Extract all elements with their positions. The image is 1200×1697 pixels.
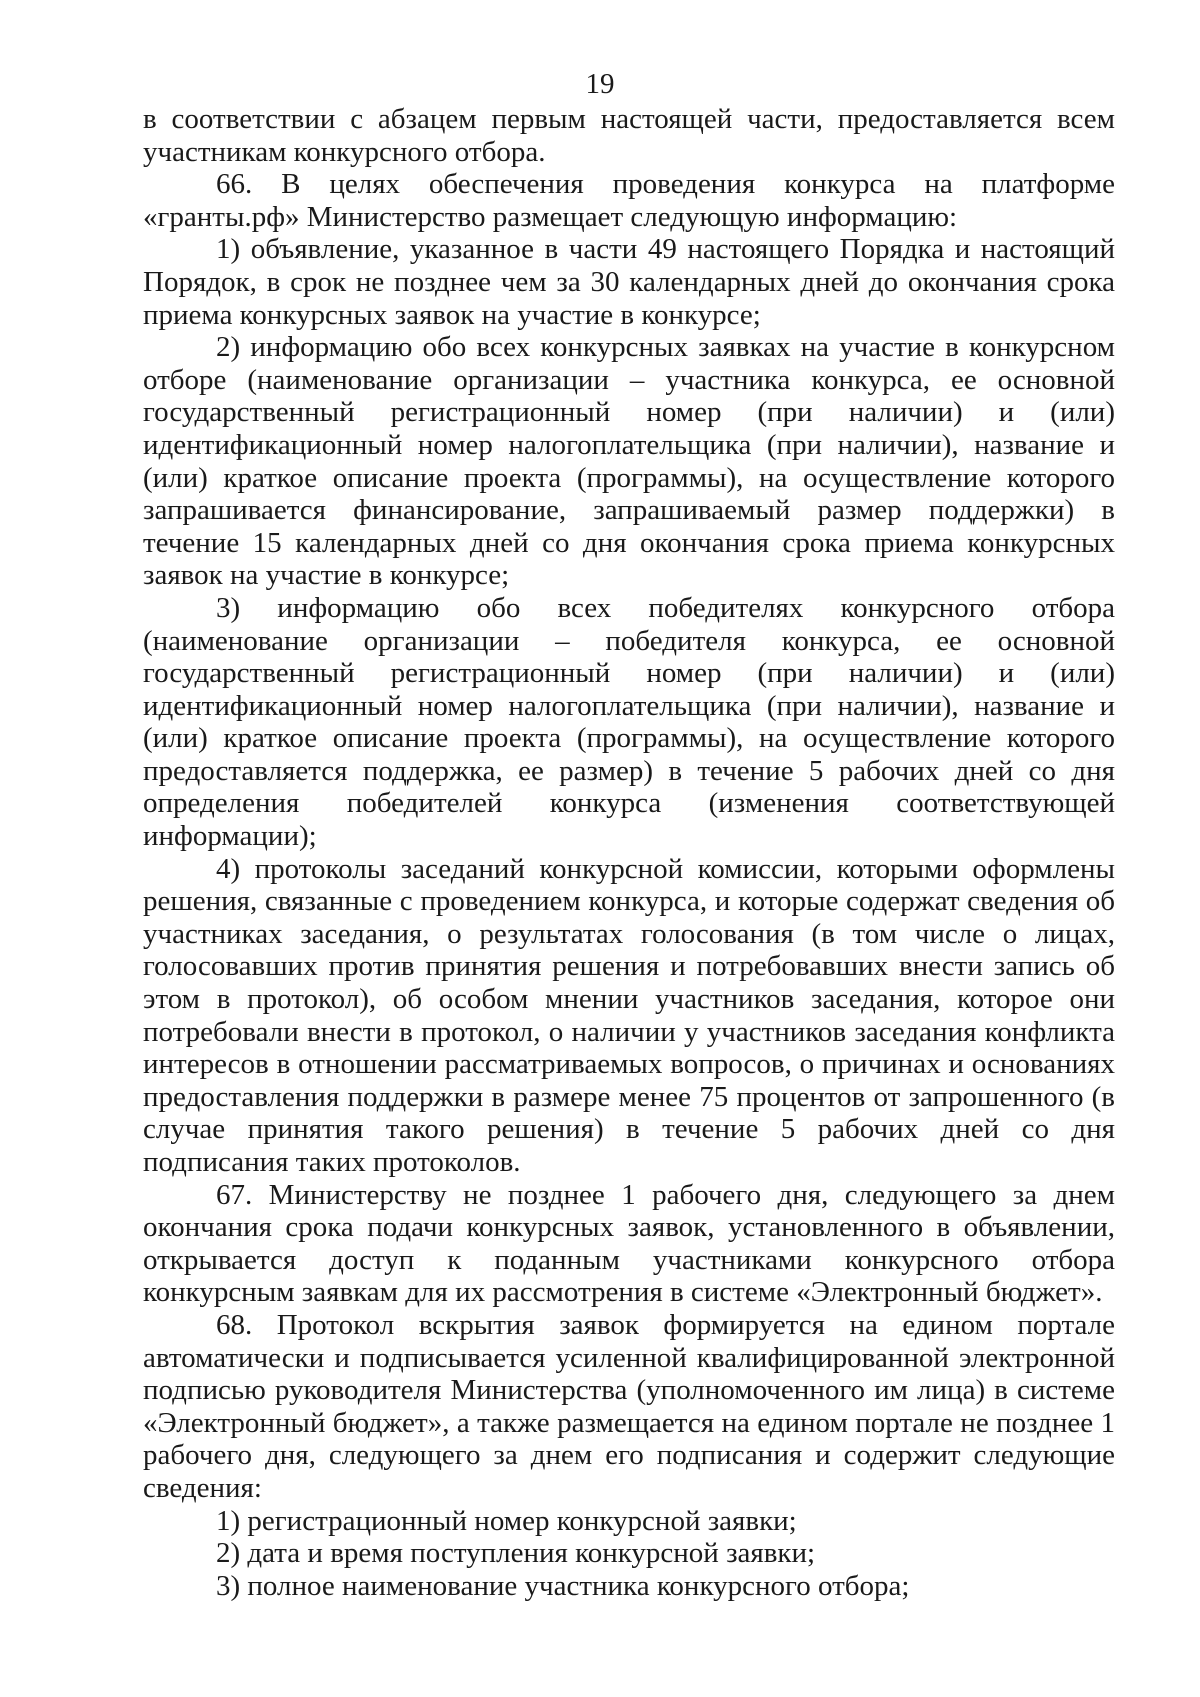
paragraph-68: 68. Протокол вскрытия заявок формируется на едином портале автоматически и подписывается усиленной квалифицированной электронной подписью руководителя Министерства (уполномоченного им лица) в системе «Электронный бюджет», а также размещается на едином портале не позднее 1 рабочего дня, следующего за днем его подписания и содержит следующие сведения: <box>143 1308 1115 1504</box>
paragraph-66: 66. В целях обеспечения проведения конкурса на платформе «гранты.рф» Министерство размещает следующую информацию: <box>143 168 1115 233</box>
list-item-66-3: 3) информацию обо всех победителях конкурсного отбора (наименование организации – победителя конкурса, ее основной государственный регистрационный номер (при наличии) и (или) идентификационный номер налогоплательщика (при наличии), название и (или) краткое описание проекта (программы), на осуществление которого предоставляется поддержка, ее размер) в течение 5 рабочих дней со дня определения победителей конкурса (изменения соответствующей информации); <box>143 591 1115 853</box>
list-item-66-2: 2) информацию обо всех конкурсных заявках на участие в конкурсном отборе (наименование организации – участника конкурса, ее основной государственный регистрационный номер (при наличии) и (или) идентификационный номер налогоплательщика (при наличии), название и (или) краткое описание проекта (программы), на осуществление которого запрашивается финансирование, запрашиваемый размер поддержки) в течение 15 календарных дней со дня окончания срока приема конкурсных заявок на участие в конкурсе; <box>143 331 1115 592</box>
page-number: 19 <box>585 68 615 100</box>
paragraph-continuation: в соответствии с абзацем первым настоящей части, предоставляется всем участникам конкурсного отбора. <box>143 103 1115 168</box>
paragraph-67: 67. Министерству не позднее 1 рабочего дня, следующего за днем окончания срока подачи конкурсных заявок, установленного в объявлении, открывается доступ к поданным участниками конкурсного отбора конкурсным заявкам для их рассмотрения в системе «Электронный бюджет». <box>143 1178 1115 1309</box>
list-item-68-2: 2) дата и время поступления конкурсной заявки; <box>216 1537 816 1570</box>
list-item-66-1: 1) объявление, указанное в части 49 настоящего Порядка и настоящий Порядок, в срок не позднее чем за 30 календарных дней до окончания срока приема конкурсных заявок на участие в конкурсе; <box>143 233 1115 331</box>
list-item-66-4: 4) протоколы заседаний конкурсной комиссии, которыми оформлены решения, связанные с проведением конкурса, и которые содержат сведения об участниках заседания, о результатах голосования (в том числе о лицах, голосовавших против принятия решения и потребовавших внести запись об этом в протокол), об особом мнении участников заседания, которое они потребовали внести в протокол, о наличии у участников заседания конфликта интересов в отношении рассматриваемых вопросов, о причинах и основаниях предоставления поддержки в размере менее 75 процентов от запрошенного (в случае принятия такого решения) в течение 5 рабочих дней со дня подписания таких протоколов. <box>143 852 1115 1178</box>
list-item-68-3: 3) полное наименование участника конкурсного отбора; <box>216 1569 910 1602</box>
document-body <box>143 103 1115 1602</box>
list-item-68-1: 1) регистрационный номер конкурсной заявки; <box>216 1504 797 1537</box>
